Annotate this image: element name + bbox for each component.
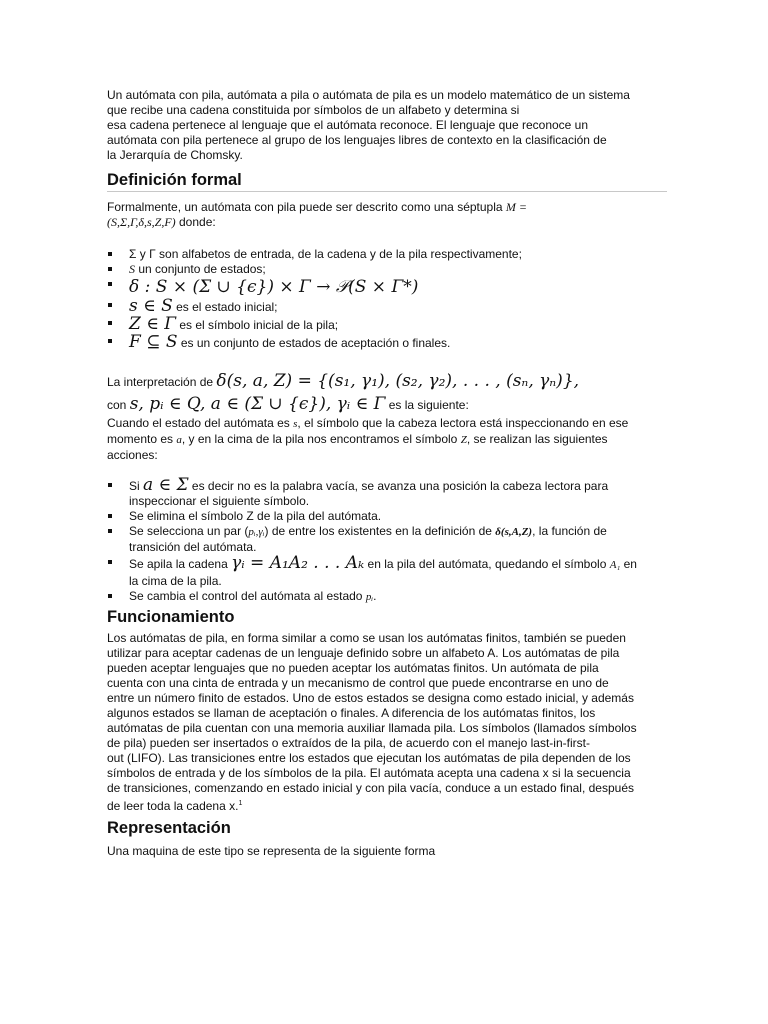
septuple-symbol: M = — [505, 200, 527, 214]
list-item — [107, 298, 667, 316]
action-si: Si — [129, 479, 144, 493]
action-select-text-3: , la función de transición del autómata. — [129, 524, 607, 554]
states-text: un conjunto de estados; — [135, 262, 266, 276]
funcionamiento-text: Los autómatas de pila, en forma similar a como se usan los autómatas finitos, también se pueden utilizar para aceptar cadenas de un lenguaje definido sobre un alfabeto A. Los autómatas de pila pueden aceptar lenguajes que no pueden aceptar los autómatas finitos. Un autómata de pila cuenta con una cinta de entrada y un mecanismo de control que puede encontrarse en uno de entre un número finito de estados. Uno de estos estados se designa como estado inicial, y además algunos estados se llaman de aceptación o finales. A diferencia de los autómatas finitos, los autómatas de pila cuentan con una memoria auxiliar llamada pila. Los símbolos (llamados símbolos de pila) pueden ser insertados o extraídos de la pila, de acuerdo con el manejo last-in-first- out (LIFO). Las transiciones entre los estados que ejecutan los autómatas de pila dependen de los símbolos de entrada y de los símbolos de la pila. El autómata acepta una cadena x si la secuencia de transiciones, comenzando en estado inicial y con pila vacía, conduce a un estado final, después de leer toda la cadena x. — [107, 631, 637, 813]
cuando-text-2: , el símbolo que la cabeza lectora está inspeccionando en ese momento es — [107, 416, 629, 446]
action-push-text-3: en la cima de la pila. — [129, 557, 637, 588]
actions-list — [107, 475, 667, 605]
action-a1-symbol: A₁ — [609, 559, 621, 571]
action-advance-text: es decir no es la palabra vacía, se avanza una posición la cabeza lectora para inspeccionar el siguiente símbolo. — [129, 479, 609, 508]
action-remove-text: Se elimina el símbolo Z de la pila del autómata. — [129, 509, 382, 523]
heading-definicion-formal: Definición formal — [107, 170, 667, 192]
list-item — [107, 475, 667, 509]
cuando-s-symbol: s — [293, 418, 298, 430]
list-item — [107, 316, 667, 334]
action-select-text: Se selecciona un par ( — [129, 524, 249, 538]
definition-list — [107, 247, 667, 352]
list-item — [107, 555, 667, 589]
cuando-text-1: Cuando el estado del autómata es — [107, 416, 294, 430]
definition-paragraph — [107, 200, 667, 230]
footnote-marker: 1 — [238, 800, 243, 807]
initial-stack-text: es el símbolo inicial de la pila; — [176, 318, 339, 332]
list-item — [107, 509, 667, 524]
action-change-text: Se cambia el control del autómata al estado — [129, 589, 366, 603]
intro-paragraph: Un autómata con pila, autómata a pila o autómata de pila es un modelo matemático de un sistema que recibe una cadena constituida por símbolos de un alfabeto y determina si esa cadena pertenece al lenguaje que el autómata reconoce. El lenguaje que reconoce un autómata con pila pertenece al grupo de los lenguajes libres de contexto en la clasificación de la Jerarquía de Chomsky. — [107, 88, 630, 162]
action-pi-symbol: pᵢ — [365, 591, 374, 603]
cuando-text-3: , y en la cima de la pila nos encontramos el símbolo — [181, 432, 461, 446]
initial-stack-formula: Z ∈ Γ — [129, 314, 176, 334]
action-push-text-2: en la pila del autómata, quedando el símbolo — [364, 557, 610, 571]
states-symbol: S — [129, 262, 135, 276]
action-push-text: Se apila la cadena — [129, 557, 232, 571]
interpretation-formula: δ(s, a, Z) = {(s₁, γ₁), (s₂, γ₂), . . . , (sₙ, γₙ)}, — [216, 371, 580, 391]
action-pair-symbol: pᵢ,γᵢ — [248, 526, 265, 538]
list-item — [107, 247, 667, 262]
list-item — [107, 277, 667, 298]
final-states-formula: F ⊆ S — [129, 332, 178, 352]
document-body — [107, 88, 667, 859]
definition-text-end: donde: — [175, 215, 216, 229]
interpretation-domain-formula: s, pᵢ ∈ Q, a ∈ (Σ ∪ {ϵ}), γᵢ ∈ Γ — [129, 394, 386, 414]
action-change-end: . — [373, 589, 377, 603]
final-states-text: es un conjunto de estados de aceptación o finales. — [177, 336, 451, 350]
action-delta-symbol: δ(s,A,Z) — [495, 526, 533, 538]
list-item — [107, 589, 667, 605]
cuando-paragraph — [107, 416, 667, 463]
cuando-text-4: , se realizan las siguientes acciones: — [107, 432, 608, 462]
list-item — [107, 334, 667, 352]
interpretation-text: La interpretación de — [107, 375, 217, 389]
interpretation-con: con — [107, 398, 130, 412]
action-push-formula: γᵢ = A₁A₂ . . . Aₖ — [231, 553, 365, 573]
funcionamiento-paragraph — [107, 631, 667, 814]
alphabets-text: Σ y Γ son alfabetos de entrada, de la cadena y de la pila respectivamente; — [129, 247, 522, 261]
list-item — [107, 262, 667, 277]
interpretation-end: es la siguiente: — [385, 398, 469, 412]
heading-representacion: Representación — [107, 819, 231, 837]
action-select-text-2: ) de entre los existentes en la definición de — [264, 524, 496, 538]
initial-state-text: es el estado inicial; — [172, 300, 278, 314]
transition-function-formula: δ : S × (Σ ∪ {ϵ}) × Γ → 𝒫(S × Γ*) — [129, 277, 419, 297]
list-item — [107, 524, 667, 555]
representacion-paragraph: Una maquina de este tipo se representa de la siguiente forma — [107, 844, 436, 858]
septuple-tuple: (S,Σ,Γ,δ,s,Z,F) — [107, 215, 176, 229]
action-formula-a-in-sigma: a ∈ Σ — [143, 475, 189, 495]
heading-funcionamiento: Funcionamiento — [107, 608, 235, 626]
cuando-a-symbol: a — [176, 434, 182, 446]
definition-text: Formalmente, un autómata con pila puede ser descrito como una séptupla — [107, 200, 506, 214]
interpretation-paragraph — [107, 370, 667, 416]
initial-state-formula: s ∈ S — [129, 296, 173, 316]
cuando-z-symbol: Z — [460, 434, 467, 446]
